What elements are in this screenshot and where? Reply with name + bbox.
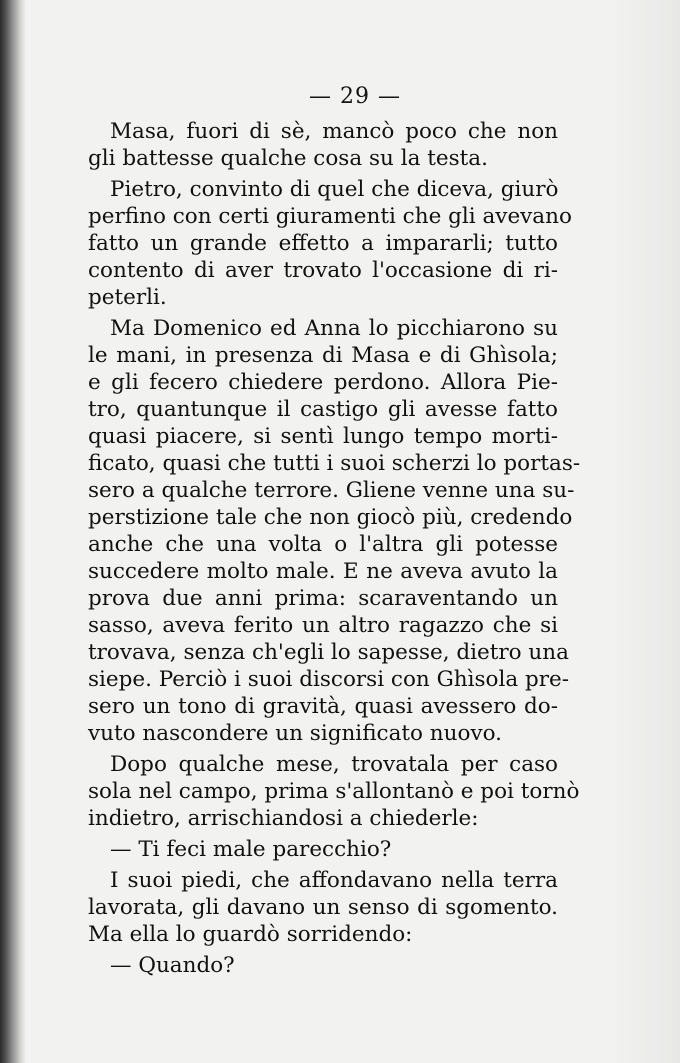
text-line: contento di aver trovato l'occasione di ri- xyxy=(88,258,558,283)
text-line: siepe. Perciò i suoi discorsi con Ghìsola pre- xyxy=(88,667,570,692)
text-line: tro, quantunque il castigo gli avesse fatto xyxy=(88,397,558,422)
text-line: Masa, fuori di sè, mancò poco che non xyxy=(110,119,558,144)
binding-edge xyxy=(0,0,26,1063)
text-line: sero un tono di gravità, quasi avessero do- xyxy=(88,694,558,719)
text-line: fatto un grande effetto a impararli; tutto xyxy=(88,231,558,256)
text-line: vuto nascondere un significato nuovo. xyxy=(88,721,502,746)
text-line: Ma ella lo guardò sorridendo: xyxy=(88,922,413,947)
text-line: — Ti feci male parecchio? xyxy=(110,837,392,862)
text-line: lavorata, gli davano un senso di sgomento. xyxy=(88,895,558,920)
text-line: peterli. xyxy=(88,285,167,310)
text-line: quasi piacere, si sentì lungo tempo morti- xyxy=(88,424,558,449)
body-text xyxy=(88,118,581,979)
text-line: — Quando? xyxy=(110,953,235,978)
text-line: prova due anni prima: scaraventando un xyxy=(88,586,558,611)
text-line: e gli fecero chiedere perdono. Allora Pie- xyxy=(88,370,558,395)
text-line: Dopo qualche mese, trovatala per caso xyxy=(110,752,558,777)
text-line: succedere molto male. E ne aveva avuto la xyxy=(88,559,558,584)
text-line: anche che una volta o l'altra gli potesse xyxy=(88,532,558,557)
text-line: sola nel campo, prima s'allontanò e poi tornò xyxy=(88,779,580,804)
text-line: Ma Domenico ed Anna lo picchiarono su xyxy=(110,316,558,341)
text-line: ficato, quasi che tutti i suoi scherzi lo portas- xyxy=(88,451,581,476)
text-line: le mani, in presenza di Masa e di Ghìsola; xyxy=(88,343,558,368)
text-line: indietro, arrischiandosi a chiederle: xyxy=(88,806,479,831)
text-line: trovava, senza ch'egli lo sapesse, dietro una xyxy=(88,640,569,665)
text-line: gli battesse qualche cosa su la testa. xyxy=(88,146,488,171)
page-shading xyxy=(610,0,680,1063)
page-number: — 29 — xyxy=(309,84,401,109)
text-line: Pietro, convinto di quel che diceva, giurò xyxy=(110,177,559,202)
text-line: I suoi piedi, che affondavano nella terra xyxy=(110,868,558,893)
text-line: sasso, aveva ferito un altro ragazzo che si xyxy=(88,613,558,638)
text-line: perfino con certi giuramenti che gli avevano xyxy=(88,204,572,229)
text-line: sero a qualche terrore. Gliene venne una su- xyxy=(88,478,575,503)
text-line: perstizione tale che non giocò più, credendo xyxy=(88,505,573,530)
